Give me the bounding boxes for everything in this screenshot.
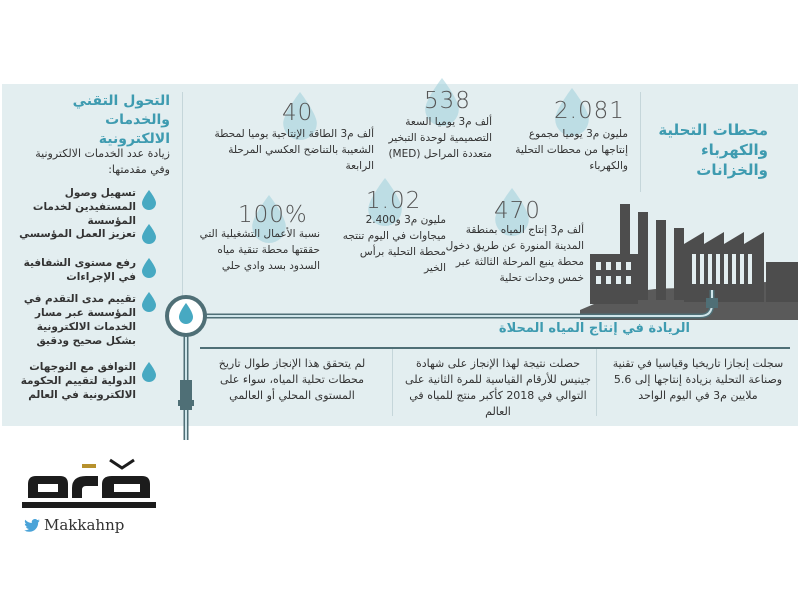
- bullet-1: تسهيل وصول المستفيدين لخدمات المؤسسة: [32, 187, 136, 227]
- stat-100-text: نسبة الأعمال التشغيلية التي حققتها محطة تنقية مياه السدود بسد وادي حلي: [199, 228, 320, 272]
- makkah-logo: [22, 458, 156, 518]
- bullet-3: رفع مستوى الشفافية في الإجراءات: [23, 257, 136, 283]
- twitter-handle-text: Makkahnp: [44, 516, 125, 534]
- bullet-5: التوافق مع التوجهات الدولية لتقييم الحكومة الالكترونية في العالم: [20, 361, 136, 401]
- stat-470-text: ألف م3 إنتاج المياه بمنطقة المدينة المنورة عن طريق دخول محطة ينبع المرحلة الثالثة عبر خمس وحدات تحلية: [445, 224, 584, 284]
- bullet-2: تعزيز العمل المؤسسي: [19, 228, 136, 240]
- stat-102-text: مليون م3 و2.400 ميجاوات في اليوم تنتجه محطة التحلية برأس الخير: [342, 214, 446, 274]
- stat-40-text: ألف م3 الطاقة الإنتاجية يوميا لمحطة الشعيبة بالتناضح العكسي المرحلة الرابعة: [214, 128, 374, 172]
- bullet-4: تقييم مدى التقدم في المؤسسة عبر مسار الخدمات الالكترونية بشكل صحيح ودقيق: [23, 293, 136, 347]
- leadership-item-3: لم يتحقق هذا الإنجاز طوال تاريخ محطات تحلية المياه، سواء على المستوى المحلي أو العالمي: [218, 357, 366, 402]
- stat-470-value: 470: [494, 198, 541, 224]
- twitter-handle[interactable]: [24, 516, 124, 534]
- desal-section-title: محطات التحلية والكهرباء والخزانات: [658, 121, 768, 179]
- stat-2081-value: 2.081: [554, 98, 625, 124]
- stat-102-value: 1.02: [366, 188, 422, 214]
- stat-2081-text: مليون م3 يوميا مجموع إنتاجها من محطات التحلية والكهرباء: [515, 128, 628, 172]
- stat-40-value: 40: [282, 100, 314, 126]
- stat-538-value: 538: [424, 88, 471, 114]
- stat-100-value: 100%: [238, 202, 308, 228]
- leadership-item-2: حصلت نتيجة لهذا الإنجاز على شهادة جينيس للأرقام القياسية للمرة الثانية على التوالي في 2018 كأكبر منتج للمياه في العالم: [405, 357, 591, 418]
- leadership-title: الريادة في إنتاج المياه المحلاة: [498, 321, 690, 336]
- makkah-logo-mark: [22, 458, 156, 514]
- digital-section-title: التحول التقني والخدمات الالكترونية: [72, 93, 170, 147]
- digital-intro: زيادة عدد الخدمات الالكترونية وفي مقدمتها:: [35, 147, 170, 176]
- leadership-item-1: سجلت إنجازا تاريخيا وقياسيا في تقنية وصناعة التحلية بزيادة إنتاجها إلى 5.6 ملايين م3 في اليوم الواحد: [612, 357, 784, 402]
- stat-538-text: ألف م3 يوميا السعة التصميمية لوحدة التبخير متعددة المراحل (MED): [388, 116, 492, 160]
- twitter-icon: [24, 519, 40, 532]
